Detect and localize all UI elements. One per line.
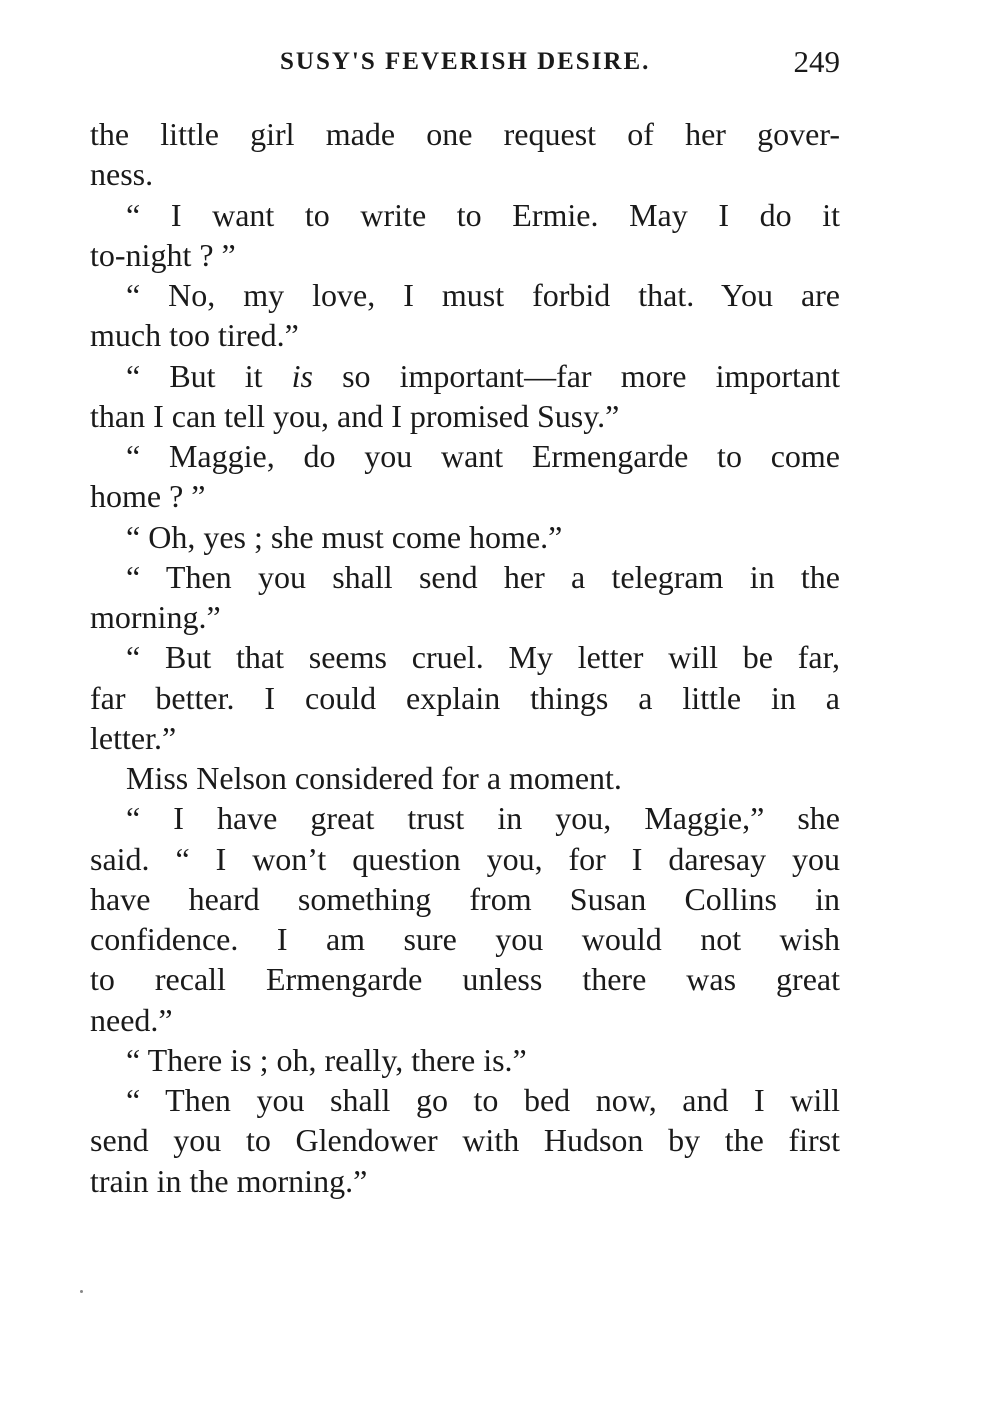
text-line: “ There is ; oh, really, there is.” (126, 1041, 527, 1078)
text-line: than I can tell you, and I promised Susy.” (90, 397, 620, 434)
text-line: “ I want to write to Ermie. May I do it (126, 196, 840, 233)
text-line: send you to Glendower with Hudson by the first (90, 1122, 840, 1159)
text-line: “ Then you shall send her a telegram in the (126, 558, 840, 595)
text-line: “ But that seems cruel. My letter will be far, (126, 639, 840, 676)
text-line: to recall Ermengarde unless there was great (90, 961, 840, 998)
text-line: “ But it is so important—far more important (126, 357, 840, 394)
text-line: “ I have great trust in you, Maggie,” she (126, 800, 840, 837)
text-line: train in the morning.” (90, 1162, 368, 1199)
text-line: to-night ? ” (90, 236, 236, 273)
text-line: confidence. I am sure you would not wish (90, 921, 840, 957)
text-line: said. “ I won’t question you, for I daresay you (90, 840, 840, 877)
running-head-title: SUSY'S FEVERISH DESIRE. (280, 48, 651, 75)
paper-speck (80, 1290, 83, 1293)
body-text (90, 114, 840, 1201)
text-line: far better. I could explain things a little in a (90, 679, 840, 716)
text-line: ness. (90, 156, 154, 193)
text-line: morning.” (90, 599, 221, 635)
text-line: letter.” (90, 719, 177, 756)
text-line: Miss Nelson considered for a moment. (126, 760, 622, 796)
text-line: need.” (90, 1001, 173, 1038)
text-line: much too tired.” (90, 317, 299, 354)
text-line: have heard something from Susan Collins in (90, 880, 840, 917)
text-line: the little girl made one request of her gover- (90, 116, 840, 152)
emphasis-word: is (291, 357, 313, 394)
text-line: home ? ” (90, 478, 206, 515)
text-line: “ Then you shall go to bed now, and I will (126, 1082, 840, 1118)
page-number: 249 (793, 44, 840, 79)
text-line: “ Maggie, do you want Ermengarde to come (126, 438, 840, 474)
text-line: “ Oh, yes ; she must come home.” (126, 518, 563, 555)
text-line: “ No, my love, I must forbid that. You are (126, 277, 840, 313)
